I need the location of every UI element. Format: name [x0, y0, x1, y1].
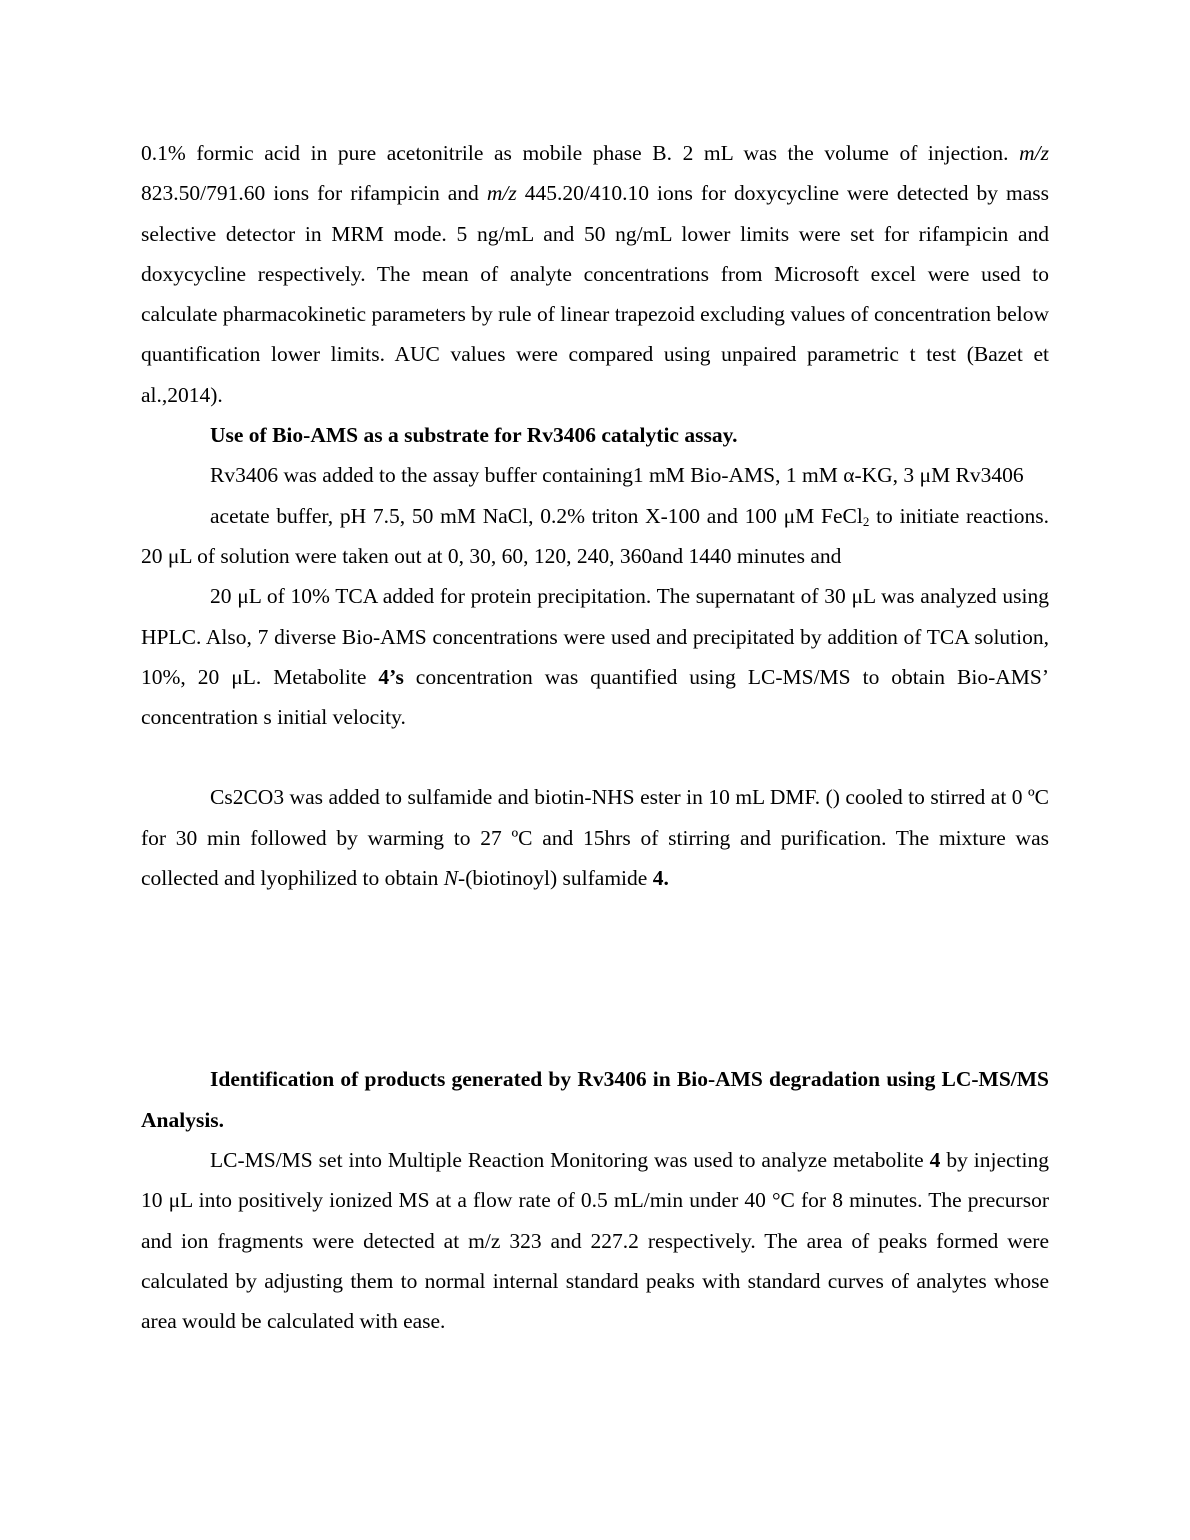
paragraph-mrm-analysis	[141, 1140, 1049, 1341]
text-run: 445.20/410.10 ions for doxycycline were detected by mass selective detector in MRM mode. 5 ng/mL and 50 ng/mL lower limits were set for rifampicin and doxycycline respectively. The mean of analyte concentrations from Microsoft excel were used to calculate pharmacokinetic parameters by rule of linear trapezoid excluding values of concentration below quantification lower limits. AUC values were compared using unpaired parametric t test (Bazet et al.,2014).	[141, 181, 1049, 407]
paragraph-acetate-buffer	[141, 496, 1049, 577]
text-run: by injecting 10 μL into positively ionized MS at a flow rate of 0.5 mL/min under 40 °C for 8 minutes. The precursor and ion fragments were detected at m/z 323 and 227.2 respectively. The area of peaks formed were calculated by adjusting them to normal internal standard peaks with standard curves of analytes whose area would be calculated with ease.	[141, 1147, 1049, 1334]
text-run: 20 μL of 10% TCA added for protein precipitation. The supernatant of 30 μL was analyzed using HPLC. Also, 7 diverse Bio-AMS concentrations were used and precipitated by addition of TCA solution, 10%, 20 μL. Metabolite	[141, 584, 1049, 689]
compound-ref-bold: 4’s	[378, 664, 404, 689]
text-run: Cs2CO3 was added to sulfamide and biotin-NHS ester in 10 mL DMF. () cooled to stirred at 0 ºC for 30 min followed by warming to 27 ºC and 15hrs of stirring and purification. The mixture was collected and lyophilized to obtain	[141, 785, 1049, 891]
mz-italic: m/z	[486, 181, 517, 206]
text-run: concentration was quantified using LC-MS/MS to obtain Bio-AMS’ concentration s initial velocity.	[141, 664, 1049, 730]
mz-italic: m/z	[1019, 141, 1049, 165]
compound-ref-bold: 4.	[652, 866, 669, 891]
text-run: acetate buffer, pH 7.5, 50 mM NaCl, 0.2% triton X-100 and 100 μM FeCl	[210, 503, 863, 528]
blank-space	[141, 898, 1049, 1059]
text-run: to initiate reactions. 20 μL of solution were taken out at 0, 30, 60, 120, 240, 360and 1440 minutes and	[141, 503, 1050, 568]
text-run: LC-MS/MS set into Multiple Reaction Monitoring was used to analyze metabolite	[210, 1147, 930, 1172]
paragraph-lcms-methods	[141, 133, 1049, 415]
paragraph-synthesis	[141, 777, 1049, 898]
document-page	[141, 133, 1049, 1341]
text-run: -(biotinoyl) sulfamide	[458, 866, 653, 891]
paragraph-assay-buffer: Rv3406 was added to the assay buffer containing1 mM Bio-AMS, 1 mM α-KG, 3 μM Rv3406	[210, 463, 1024, 488]
n-italic: N	[443, 866, 459, 891]
subscript: 2	[862, 513, 870, 529]
text-run: 823.50/791.60 ions for rifampicin and	[141, 181, 487, 206]
blank-line	[141, 737, 1049, 777]
section-heading-identification: Identification of products generated by Rv3406 in Bio-AMS degradation using LC-MS/MS Analysis.	[141, 1067, 1049, 1132]
section-heading-bio-ams-substrate: Use of Bio-AMS as a substrate for Rv3406 catalytic assay.	[210, 423, 738, 448]
text-run: 0.1% formic acid in pure acetonitrile as mobile phase B. 2 mL was the volume of injection.	[141, 141, 1020, 165]
paragraph-tca-precipitation	[141, 576, 1049, 737]
compound-ref-bold: 4	[929, 1147, 941, 1172]
